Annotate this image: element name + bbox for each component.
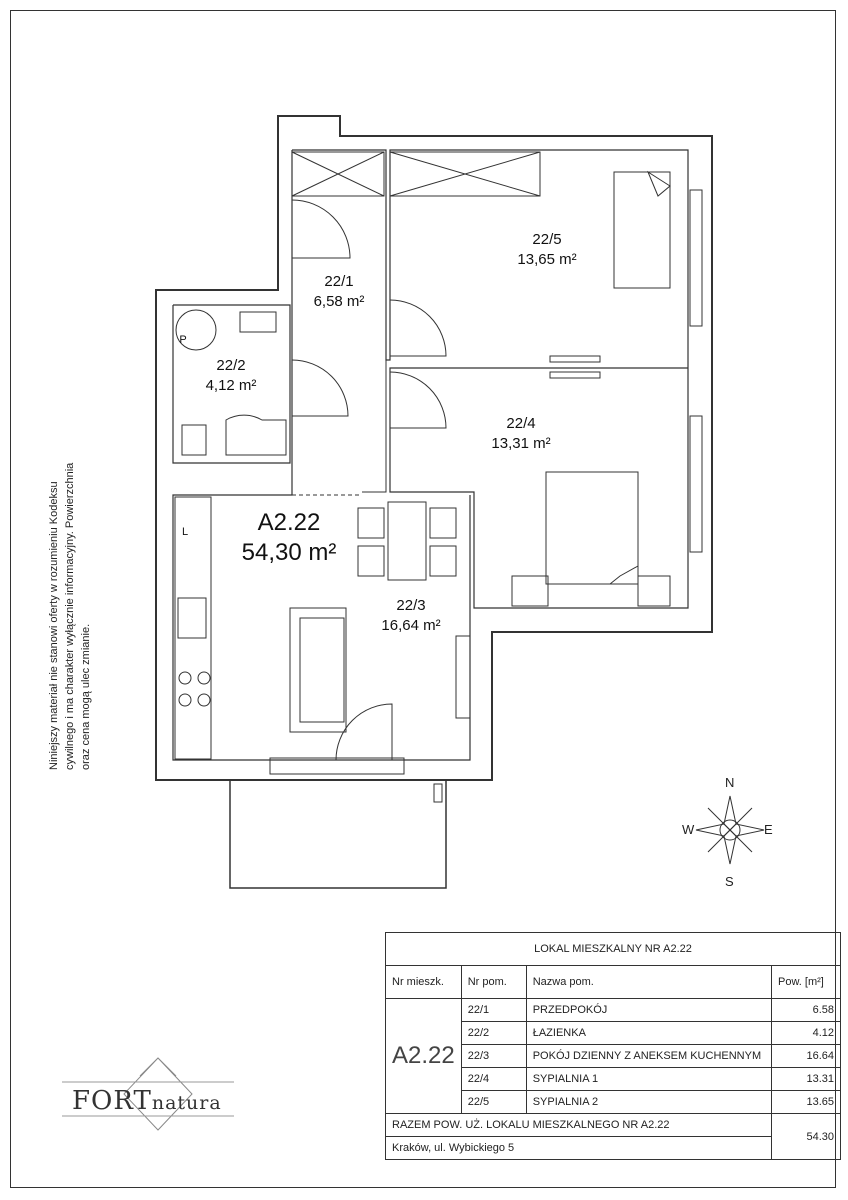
room-no-cell: 22/2 (461, 1022, 526, 1045)
room-no-cell: 22/5 (461, 1091, 526, 1114)
table-row (386, 999, 841, 1022)
sofa (290, 608, 346, 732)
room-number: 22/4 (506, 415, 536, 432)
room-no-cell: 22/1 (461, 999, 526, 1022)
door-bed1 (390, 372, 446, 428)
disclaimer-line: oraz cena mogą ulec zmianie. (80, 623, 92, 770)
room-label-22-2 (176, 356, 286, 396)
room-no-cell: 22/3 (461, 1045, 526, 1068)
room-area-cell: 4.12 (772, 1022, 841, 1045)
door-bed2 (390, 300, 446, 356)
compass-s: S (725, 874, 734, 889)
dining-table (388, 502, 426, 580)
room-label-22-5 (492, 230, 602, 270)
room-area-cell: 6.58 (772, 999, 841, 1022)
room-area-cell: 16.64 (772, 1045, 841, 1068)
room-number: 22/2 (216, 357, 246, 374)
apartment-code: A2.22 (257, 509, 321, 536)
room-label-22-4 (466, 414, 576, 454)
window-e1 (690, 190, 702, 326)
window-e2 (690, 416, 702, 552)
room-area: 13,65 m² (517, 251, 577, 268)
compass-rose (696, 796, 764, 864)
outer-wall (156, 116, 712, 780)
room-name-cell: SYPIALNIA 2 (526, 1091, 771, 1114)
compass-n: N (725, 775, 735, 790)
logo-fort: FORT (72, 1086, 152, 1116)
apartment-label (224, 508, 354, 568)
kitchen-l-label: L (181, 526, 189, 538)
disclaimer-line: Niniejszy materiał nie stanowi oferty w rozumieniu Kodeksu (48, 481, 60, 770)
door-bath (292, 360, 348, 416)
room-label-22-1 (292, 272, 386, 312)
bath-hall-wall (362, 150, 390, 492)
room-area: 13,31 m² (491, 435, 551, 452)
disclaimer (46, 350, 94, 770)
bed-2 (614, 172, 670, 288)
hall-wall (173, 150, 470, 760)
room-area-cell: 13.65 (772, 1091, 841, 1114)
table-title: LOKAL MIESZKALNY NR A2.22 (386, 933, 841, 966)
bathroom-p-label: P (179, 334, 187, 346)
logo-natura: natura (151, 1092, 222, 1114)
total-label-cell: RAZEM POW. UŻ. LOKALU MIESZKALNEGO NR A2.22 (386, 1114, 772, 1137)
room-number: 22/3 (396, 597, 426, 614)
disclaimer-line: cywilnego i ma charakter wyłącznie informacyjny. Powierzchnia (64, 462, 76, 770)
total-value-cell: 54.30 (772, 1114, 841, 1160)
header-apt-no: Nr mieszk. (386, 966, 462, 999)
compass-e: E (764, 822, 773, 837)
header-room-no: Nr pom. (461, 966, 526, 999)
balcony (230, 780, 446, 888)
room-number: 22/5 (532, 231, 562, 248)
bed-1 (546, 472, 638, 584)
apartment-total-area: 54,30 m² (241, 539, 337, 566)
room-area-cell: 13.31 (772, 1068, 841, 1091)
brand-logo (72, 1086, 222, 1116)
address-cell: Kraków, ul. Wybickiego 5 (386, 1137, 772, 1160)
room-name-cell: ŁAZIENKA (526, 1022, 771, 1045)
door-hall (292, 200, 350, 258)
room-no-cell: 22/4 (461, 1068, 526, 1091)
header-area: Pow. [m²] (772, 966, 841, 999)
room-number: 22/1 (324, 273, 354, 290)
room-area: 6,58 m² (313, 293, 365, 310)
room-label-22-3 (356, 596, 466, 636)
apartment-code-cell: A2.22 (386, 999, 462, 1114)
room-name-cell: PRZEDPOKÓJ (526, 999, 771, 1022)
room-name-cell: POKÓJ DZIENNY Z ANEKSEM KUCHENNYM (526, 1045, 771, 1068)
header-room-name: Nazwa pom. (526, 966, 771, 999)
room-area: 16,64 m² (381, 617, 441, 634)
room-area: 4,12 m² (205, 377, 257, 394)
compass-w: W (682, 822, 695, 837)
apartment-info-table (385, 932, 841, 1160)
room-name-cell: SYPIALNIA 1 (526, 1068, 771, 1091)
